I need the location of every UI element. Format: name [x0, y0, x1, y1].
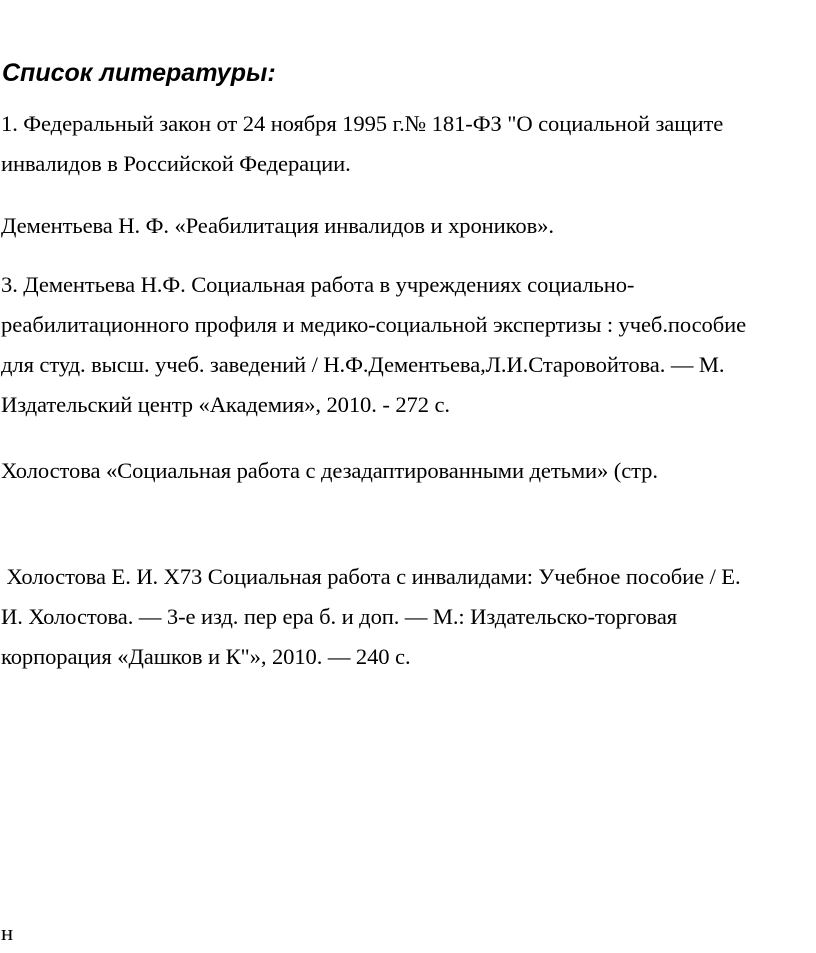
stray-text: н [1, 920, 14, 945]
reference-line: Дементьева Н. Ф. «Реабилитация инвалидов и хроников». [1, 213, 554, 238]
reference-item-3 [1, 265, 746, 425]
reference-line: для студ. высш. учеб. заведений / Н.Ф.Дементьева,Л.И.Старовойтова. — М. [1, 352, 725, 377]
reference-line: Издательский центр «Академия», 2010. - 272 с. [1, 392, 450, 417]
reference-line: Холостова «Социальная работа с дезадаптированными детьми» (стр. [1, 458, 658, 483]
reference-line: 3. Дементьева Н.Ф. Социальная работа в учреждениях социально- [1, 272, 635, 297]
reference-item-2 [1, 206, 554, 246]
reference-item-5 [1, 557, 741, 677]
reference-line: 1. Федеральный закон от 24 ноября 1995 г.№ 181-ФЗ "О социальной защите [1, 111, 724, 136]
reference-item-4 [1, 451, 658, 491]
reference-item-1 [1, 104, 723, 184]
reference-line: корпорация «Дашков и К"», 2010. — 240 с. [1, 644, 411, 669]
reference-line: Холостова Е. И. Х73 Социальная работа с инвалидами: Учебное пособие / Е. [1, 564, 741, 589]
page-title: Список литературы: [2, 59, 276, 87]
reference-line: реабилитационного профиля и медико-социальной экспертизы : учеб.пособие [1, 312, 747, 337]
reference-line: И. Холостова. — 3-е изд. пер ера б. и доп. — М.: Издательско-торговая [1, 604, 678, 629]
reference-line: инвалидов в Российской Федерации. [1, 151, 351, 176]
